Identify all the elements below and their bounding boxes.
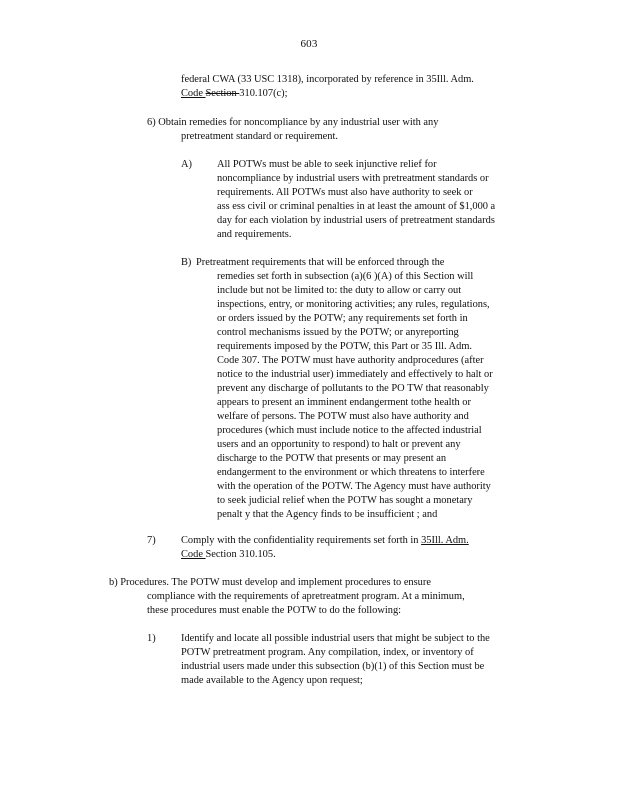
item-7-line-2: [181, 548, 276, 562]
item-6-line-2: pretreatment standard or requirement.: [181, 131, 338, 142]
item-7-code-underlined: Code: [181, 549, 206, 560]
item-6b-line: notice to the industrial user) immediately and effectively to halt or: [217, 369, 493, 380]
item-6b-line: or orders issued by the POTW; any requirements set forth in: [217, 313, 468, 324]
item-6b-line: welfare of persons. The POTW must also have authority and: [217, 411, 469, 422]
item-6b-line: remedies set forth in subsection (a)(6 )(A) of this Section will: [217, 271, 474, 282]
item-6a-line: and requirements.: [217, 229, 292, 240]
item-6a-marker: A): [181, 159, 192, 170]
page-number: 603: [300, 38, 318, 50]
item-6b-marker: B): [181, 257, 192, 268]
item-6-heading: 6) Obtain remedies for noncompliance by any industrial user with any: [147, 117, 439, 128]
intro-line-1: federal CWA (33 USC 1318), incorporated by reference in 35Ill. Adm.: [181, 74, 474, 85]
item-b1-line: made available to the Agency upon request;: [181, 675, 363, 686]
item-6b-line: discharge to the POTW that presents or may present an: [217, 453, 447, 464]
intro-citation: 310.107(c);: [239, 88, 288, 99]
item-7-marker: 7): [147, 535, 156, 546]
section-b-line-2: compliance with the requirements of apretreatment program. At a minimum,: [147, 591, 465, 602]
item-b1-line: industrial users made under this subsection (b)(1) of this Section must be: [181, 661, 485, 672]
item-7-section: Section 310.105.: [205, 549, 276, 560]
item-6a-line: noncompliance by industrial users with pretreatment standards or: [217, 173, 489, 184]
item-6a-line: All POTWs must be able to seek injunctive relief for: [217, 159, 437, 170]
code-ref-underlined: Code: [181, 88, 206, 99]
item-6b-line: penalt y that the Agency finds to be insufficient ; and: [217, 509, 438, 520]
item-6b-line: procedures (which must include notice to the affected industrial: [217, 425, 482, 436]
item-7-line-1: [181, 534, 469, 548]
item-6b-line: to seek judicial relief when the POTW has sought a monetary: [217, 495, 473, 506]
section-b-heading: b) Procedures. The POTW must develop and implement procedures to ensure: [109, 577, 431, 588]
item-6b-line: inspections, entry, or monitoring activities; any rules, regulations,: [217, 299, 490, 310]
item-b1-line: Identify and locate all possible industrial users that might be subject to the: [181, 633, 490, 644]
item-6a-line: day for each violation by industrial users of pretreatment standards: [217, 215, 495, 226]
item-6b-line: Pretreatment requirements that will be enforced through the: [196, 257, 445, 268]
intro-line-2: [181, 87, 288, 101]
item-6b-line: requirements imposed by the POTW, this Part or 35 Ill. Adm.: [217, 341, 473, 352]
item-7-citation-underlined: 35Ill. Adm.: [421, 535, 469, 546]
item-6b-line: prevent any discharge of pollutants to the PO TW that reasonably: [217, 383, 489, 394]
item-6b-line: include but not be limited to: the duty to allow or carry out: [217, 285, 462, 296]
item-6a-line: requirements. All POTWs must also have authority to seek or: [217, 187, 473, 198]
item-b1-line: POTW pretreatment program. Any compilation, index, or inventory of: [181, 647, 474, 658]
section-b-line-3: these procedures must enable the POTW to do the following:: [147, 605, 402, 616]
item-6a-line: ass ess civil or criminal penalties in at least the amount of $1,000 a: [217, 201, 496, 212]
item-6b-line: Code 307. The POTW must have authority andprocedures (after: [217, 355, 484, 366]
section-ref-struck: Section: [205, 88, 240, 99]
item-6b-line: with the operation of the POTW. The Agency must have authority: [217, 481, 491, 492]
item-6b-line: appears to present an imminent endangerment tothe health or: [217, 397, 471, 408]
item-6b-line: users and an opportunity to respond) to halt or prevent any: [217, 439, 461, 450]
item-6b-line: control mechanisms issued by the POTW; or anyreporting: [217, 327, 459, 338]
item-7-text: Comply with the confidentiality requirements set forth in: [181, 535, 422, 546]
item-6b-line: endangerment to the environment or which threatens to interfere: [217, 467, 485, 478]
item-b1-marker: 1): [147, 633, 156, 644]
